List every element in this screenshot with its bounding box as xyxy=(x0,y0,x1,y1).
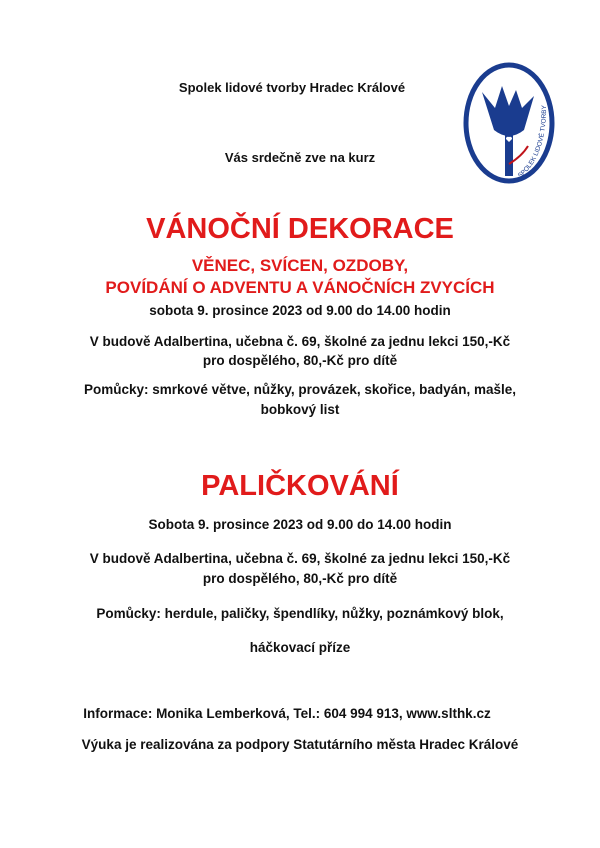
course1-place-line2: pro dospělého, 80,-Kč pro dítě xyxy=(202,353,398,368)
organization-name: Spolek lidové tvorby Hradec Králové xyxy=(178,80,406,95)
course1-tools-line1: Pomůcky: smrkové větve, nůžky, provázek, skořice, badyán, mašle, xyxy=(84,382,516,397)
course1-tools-line2: bobkový list xyxy=(260,402,340,417)
organization-logo xyxy=(462,60,556,186)
logo-flower xyxy=(482,86,534,136)
course2-place-line2: pro dospělého, 80,-Kč pro dítě xyxy=(202,571,398,586)
course1-title: VÁNOČNÍ DEKORACE xyxy=(146,213,454,245)
course2-date: Sobota 9. prosince 2023 od 9.00 do 14.00 hodin xyxy=(148,517,452,532)
course2-tools-line1: Pomůcky: herdule, paličky, špendlíky, nůžky, poznámkový blok, xyxy=(96,606,504,621)
logo-text: SPOLEK LIDOVÉ TVORBY xyxy=(516,105,549,180)
course1-place-line1: V budově Adalbertina, učebna č. 69, školné za jednu lekci 150,-Kč xyxy=(89,334,511,349)
course2-place-line1: V budově Adalbertina, učebna č. 69, školné za jednu lekci 150,-Kč xyxy=(89,551,511,566)
course1-date: sobota 9. prosince 2023 od 9.00 do 14.00 hodin xyxy=(149,303,451,318)
course1-subtitle-line1: VĚNEC, SVÍCEN, OZDOBY, xyxy=(191,256,409,275)
course2-title: PALIČKOVÁNÍ xyxy=(201,470,399,502)
support-note: Výuka je realizována za podpory Statutárního města Hradec Králové xyxy=(81,737,519,752)
course2-tools-line2: háčkovací příze xyxy=(249,640,351,655)
course1-subtitle-line2: POVÍDÁNÍ O ADVENTU A VÁNOČNÍCH ZVYCÍCH xyxy=(105,278,495,297)
invitation-text: Vás srdečně zve na kurz xyxy=(224,150,376,165)
contact-info: Informace: Monika Lemberková, Tel.: 604 994 913, www.slthk.cz xyxy=(83,706,491,721)
